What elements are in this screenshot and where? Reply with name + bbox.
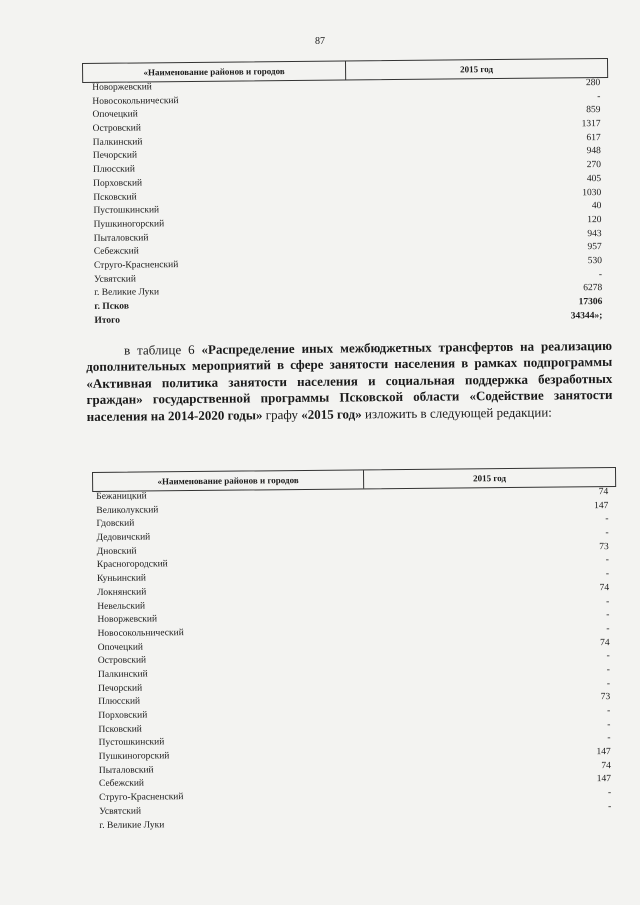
value-2015: 147 bbox=[594, 500, 609, 511]
value-2015: 957 bbox=[587, 242, 602, 253]
district-name: Опочецкий bbox=[92, 109, 138, 121]
district-name: Палкинский bbox=[92, 137, 143, 148]
district-name: Себежский bbox=[98, 778, 145, 790]
table-districts-2015-first bbox=[82, 58, 611, 329]
table-body bbox=[92, 487, 619, 834]
district-name: Струго-Красненский bbox=[99, 792, 184, 804]
value-2015: - bbox=[605, 569, 610, 580]
district-name: Пыталовский bbox=[93, 232, 149, 244]
value-2015: - bbox=[605, 528, 609, 539]
value-2015: - bbox=[606, 678, 611, 689]
value-2015: 270 bbox=[586, 160, 602, 171]
value-2015: 6278 bbox=[583, 283, 603, 294]
district-name: Порховский bbox=[98, 710, 148, 721]
paragraph-text-3: изложить в следующей редакции: bbox=[361, 404, 552, 421]
value-2015: - bbox=[606, 596, 610, 607]
value-2015: - bbox=[606, 651, 610, 662]
district-name: г. Великие Луки bbox=[94, 287, 160, 299]
district-name: Итого bbox=[94, 315, 121, 326]
district-name: Дновский bbox=[96, 546, 137, 557]
value-2015: - bbox=[606, 664, 610, 676]
value-2015: 73 bbox=[600, 692, 611, 703]
value-2015: - bbox=[605, 555, 609, 566]
value-2015: - bbox=[607, 706, 611, 717]
district-name: Опочецкий bbox=[97, 642, 144, 653]
district-name: Великолукский bbox=[96, 505, 159, 516]
value-2015: 17306 bbox=[578, 297, 603, 308]
district-name: Пушкиногорский bbox=[93, 219, 165, 230]
district-name: Красногородский bbox=[96, 559, 168, 571]
district-name: Печорский bbox=[98, 683, 143, 694]
value-2015: - bbox=[608, 801, 612, 812]
district-name: Пустошкинский bbox=[98, 737, 165, 749]
district-name: Островский bbox=[92, 123, 141, 134]
page-number: 87 bbox=[315, 36, 325, 47]
district-name: Дедовичский bbox=[96, 532, 151, 544]
value-2015: 40 bbox=[591, 201, 602, 212]
paragraph-text-1: в таблице 6 bbox=[123, 341, 202, 358]
district-name: Новосокольнический bbox=[92, 95, 179, 107]
value-2015: 405 bbox=[586, 173, 602, 184]
value-2015: 948 bbox=[586, 146, 601, 157]
value-2015: 73 bbox=[599, 541, 609, 552]
value-2015: 280 bbox=[585, 78, 601, 89]
district-name: г. Псков bbox=[94, 301, 129, 312]
value-2015: - bbox=[606, 610, 610, 621]
value-2015: - bbox=[597, 91, 601, 102]
value-2015: - bbox=[607, 733, 611, 744]
value-2015: 147 bbox=[596, 747, 611, 758]
value-2015: 74 bbox=[598, 487, 609, 498]
value-2015: - bbox=[607, 788, 612, 799]
value-2015: - bbox=[598, 269, 603, 280]
district-name: Печорский bbox=[92, 150, 138, 162]
district-name: Палкинский bbox=[97, 669, 148, 680]
district-name: Островский bbox=[97, 655, 147, 667]
district-name: Усвятский bbox=[99, 806, 142, 817]
column-header-2015: 2015 год bbox=[473, 473, 507, 484]
value-2015: 34344»; bbox=[570, 310, 603, 322]
value-2015: 859 bbox=[586, 105, 601, 116]
table-districts-2015-second bbox=[92, 467, 619, 834]
column-header-district: «Наименование районов и городов bbox=[83, 61, 346, 82]
district-name: Локнянский bbox=[97, 587, 147, 598]
value-2015: 120 bbox=[587, 214, 602, 226]
district-name: Новоржевский bbox=[92, 82, 152, 93]
district-name: Порховский bbox=[93, 178, 143, 189]
district-name: Новоржевский bbox=[97, 614, 158, 626]
district-name: г. Великие Луки bbox=[99, 819, 165, 831]
value-2015: 74 bbox=[601, 760, 611, 771]
district-name: Куньинский bbox=[96, 573, 147, 585]
paragraph-column-name: «2015 год» bbox=[301, 405, 362, 422]
value-2015: - bbox=[605, 514, 609, 525]
paragraph-text-2: графу bbox=[262, 406, 302, 422]
value-2015: - bbox=[606, 623, 610, 634]
column-header-2015: 2015 год bbox=[460, 64, 494, 75]
value-2015: 74 bbox=[599, 582, 610, 593]
district-name: Пушкиногорский bbox=[98, 751, 170, 763]
value-2015: 147 bbox=[596, 774, 612, 785]
value-2015: 530 bbox=[587, 255, 602, 267]
district-name: Себежский bbox=[93, 246, 139, 258]
value-2015: 943 bbox=[587, 228, 602, 239]
column-header-district: «Наименование районов и городов bbox=[93, 470, 364, 491]
value-2015: 1317 bbox=[581, 119, 601, 130]
district-name: Псковский bbox=[93, 191, 137, 203]
district-name: Новосокольнический bbox=[97, 628, 184, 639]
value-2015: 74 bbox=[600, 637, 610, 648]
district-name: Невельский bbox=[97, 600, 146, 612]
district-name: Плюсский bbox=[98, 696, 141, 708]
value-2015: 617 bbox=[586, 132, 601, 143]
district-name: Бежаницкий bbox=[96, 491, 147, 502]
district-name: Гдовский bbox=[96, 518, 135, 530]
district-name: Струго-Красненский bbox=[93, 260, 179, 271]
district-name: Пустошкинский bbox=[93, 205, 160, 217]
district-name: Плюсский bbox=[92, 164, 135, 176]
table-body bbox=[82, 78, 610, 329]
district-name: Пыталовский bbox=[98, 765, 154, 776]
value-2015: 1030 bbox=[582, 187, 602, 198]
amendment-paragraph bbox=[86, 338, 613, 425]
value-2015: - bbox=[607, 719, 611, 730]
district-name: Усвятский bbox=[94, 274, 136, 285]
paragraph-table-title: «Распределение иных межбюджетных трансфертов на реализацию дополнительных мероприятий в сфере занятости населения в рамках подпрограммы «Активная политика занятости населения и социальная поддержка безработных граждан» государственной программы Псковской области «Содействие занятости населения на 2014-2020 годы» bbox=[86, 337, 613, 424]
district-name: Псковский bbox=[98, 724, 142, 735]
